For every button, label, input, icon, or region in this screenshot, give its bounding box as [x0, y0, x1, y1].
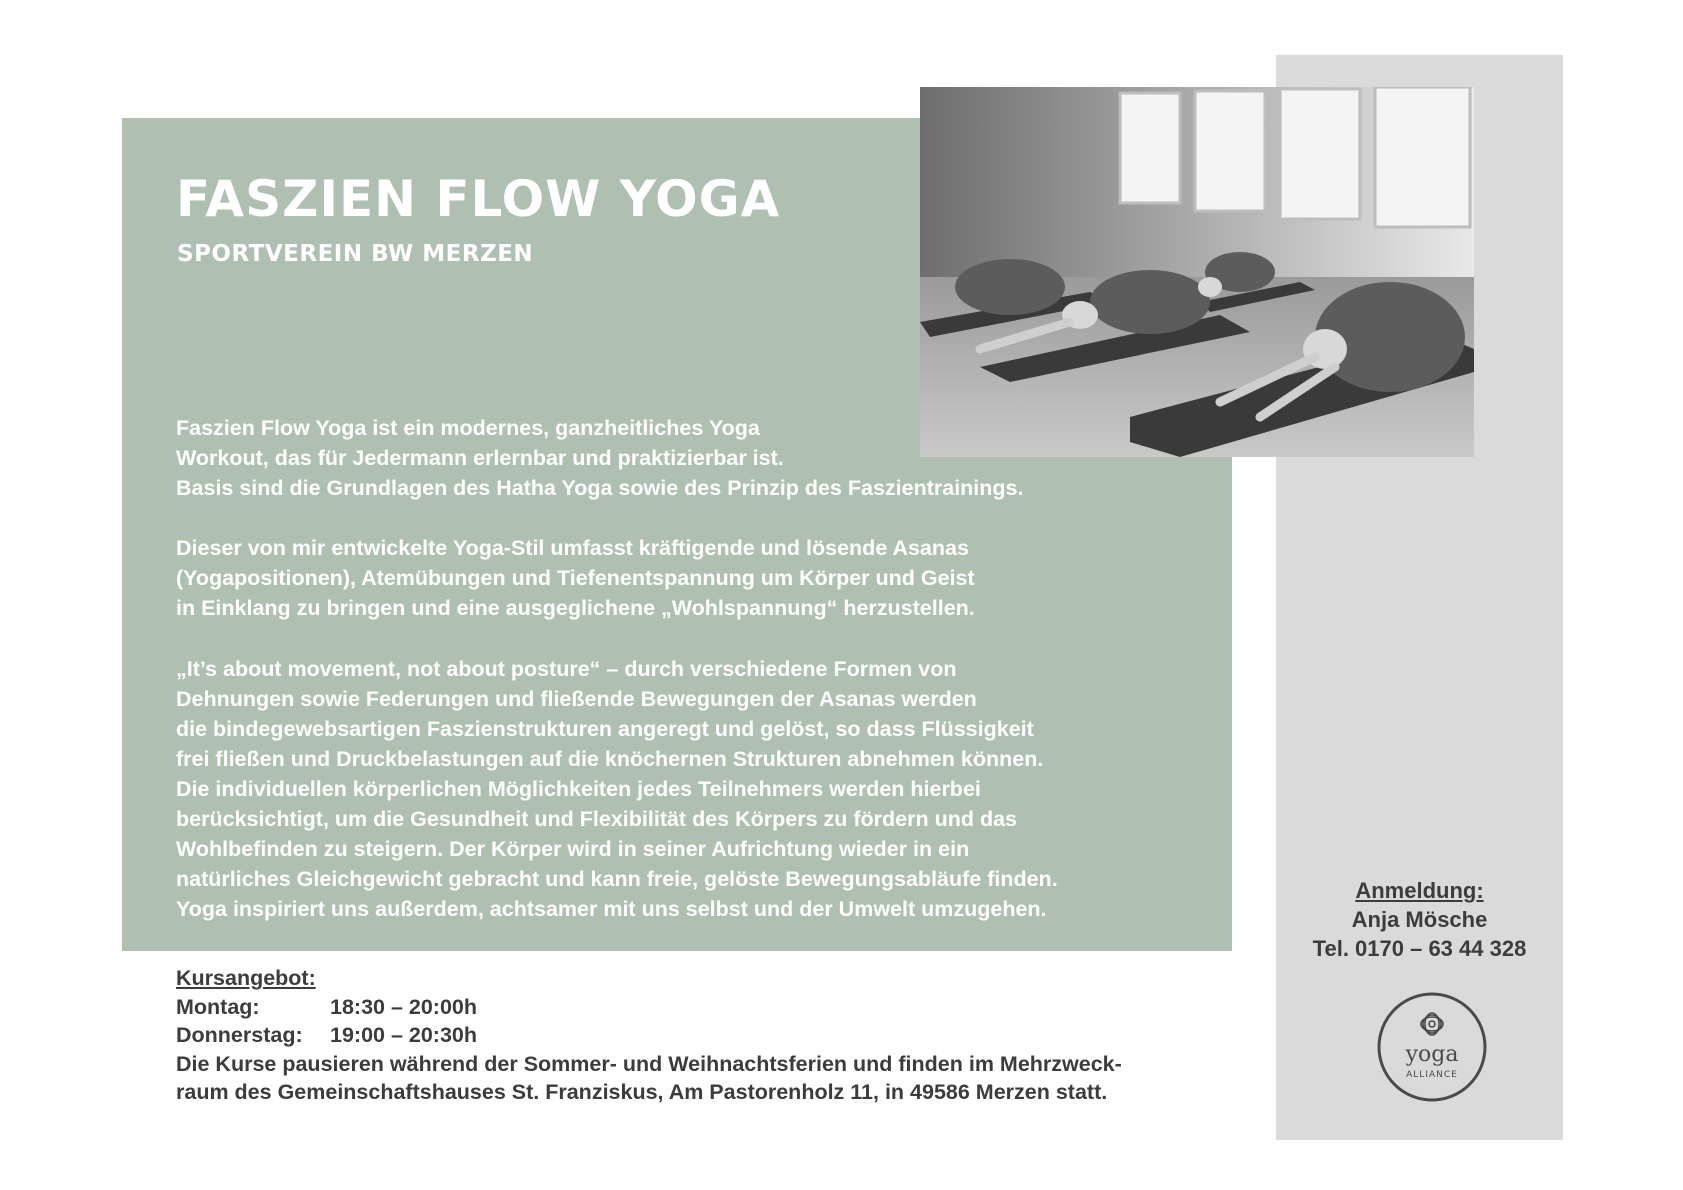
paragraph-line: die bindegewebsartigen Faszienstrukturen angeregt und gelöst, so dass Flüssigkeit	[176, 717, 1034, 741]
page-subtitle: SPORTVEREIN BW MERZEN	[177, 241, 534, 267]
course-info	[176, 964, 1122, 1107]
yoga-class-photo	[920, 87, 1474, 457]
paragraph-line: (Yogapositionen), Atemübungen und Tiefenentspannung um Körper und Geist	[176, 566, 975, 590]
paragraph-line: Faszien Flow Yoga ist ein modernes, ganzheitliches Yoga	[176, 416, 760, 440]
registration-heading: Anmeldung:	[1355, 878, 1484, 903]
schedule-time: 18:30 – 20:00h	[330, 994, 478, 1019]
paragraph-line: berücksichtigt, um die Gesundheit und Flexibilität des Körpers zu fördern und das	[176, 807, 1017, 831]
paragraph-line: Dehnungen sowie Federungen und fließende Bewegungen der Asanas werden	[176, 687, 977, 711]
course-note-line: raum des Gemeinschaftshauses St. Franziskus, Am Pastorenholz 11, in 49586 Merzen statt.	[176, 1080, 1108, 1104]
paragraph-line: Basis sind die Grundlagen des Hatha Yoga sowie des Prinzip des Faszientrainings.	[176, 476, 1024, 500]
course-note-line: Die Kurse pausieren während der Sommer- und Weihnachtsferien und finden im Mehrzweck-	[176, 1051, 1122, 1076]
schedule-row	[176, 1021, 1122, 1050]
paragraph-line: Yoga inspiriert uns außerdem, achtsamer mit uns selbst und der Umwelt umzugehen.	[176, 897, 1047, 921]
paragraph-line: in Einklang zu bringen und eine ausgeglichene „Wohlspannung“ herzustellen.	[176, 596, 975, 620]
schedule-row	[176, 993, 1122, 1022]
paragraph-line: natürliches Gleichgewicht gebracht und kann freie, gelöste Bewegungsabläufe finden.	[176, 867, 1058, 891]
paragraph-line: Wohlbefinden zu steigern. Der Körper wird in seiner Aufrichtung wieder in ein	[176, 837, 970, 861]
page-title: FASZIEN FLOW YOGA	[176, 170, 781, 228]
logo-sub: ALLIANCE	[1406, 1070, 1458, 1080]
paragraph-line: frei fließen und Druckbelastungen auf die knöchernen Strukturen abnehmen können.	[176, 747, 1044, 771]
schedule-day: Donnerstag:	[176, 1023, 303, 1047]
paragraph-line: Die individuellen körperlichen Möglichkeiten jedes Teilnehmers werden hierbei	[176, 777, 981, 801]
schedule-day: Montag:	[176, 994, 260, 1019]
contact-name: Anja Mösche	[1351, 907, 1488, 932]
contact-phone: Tel. 0170 – 63 44 328	[1312, 936, 1527, 961]
course-heading: Kursangebot:	[176, 966, 316, 990]
yoga-alliance-logo	[1376, 991, 1488, 1103]
paragraph-line: Workout, das für Jedermann erlernbar und praktizierbar ist.	[176, 446, 784, 470]
logo-word: yoga	[1405, 1042, 1459, 1067]
schedule-time: 19:00 – 20:30h	[330, 1023, 478, 1047]
paragraph-line: „It’s about movement, not about posture“ – durch verschiedene Formen von	[176, 657, 957, 681]
paragraph-line: Dieser von mir entwickelte Yoga-Stil umfasst kräftigende und lösende Asanas	[176, 536, 969, 560]
lotus-icon	[1419, 1011, 1444, 1036]
registration-info	[1276, 876, 1563, 963]
